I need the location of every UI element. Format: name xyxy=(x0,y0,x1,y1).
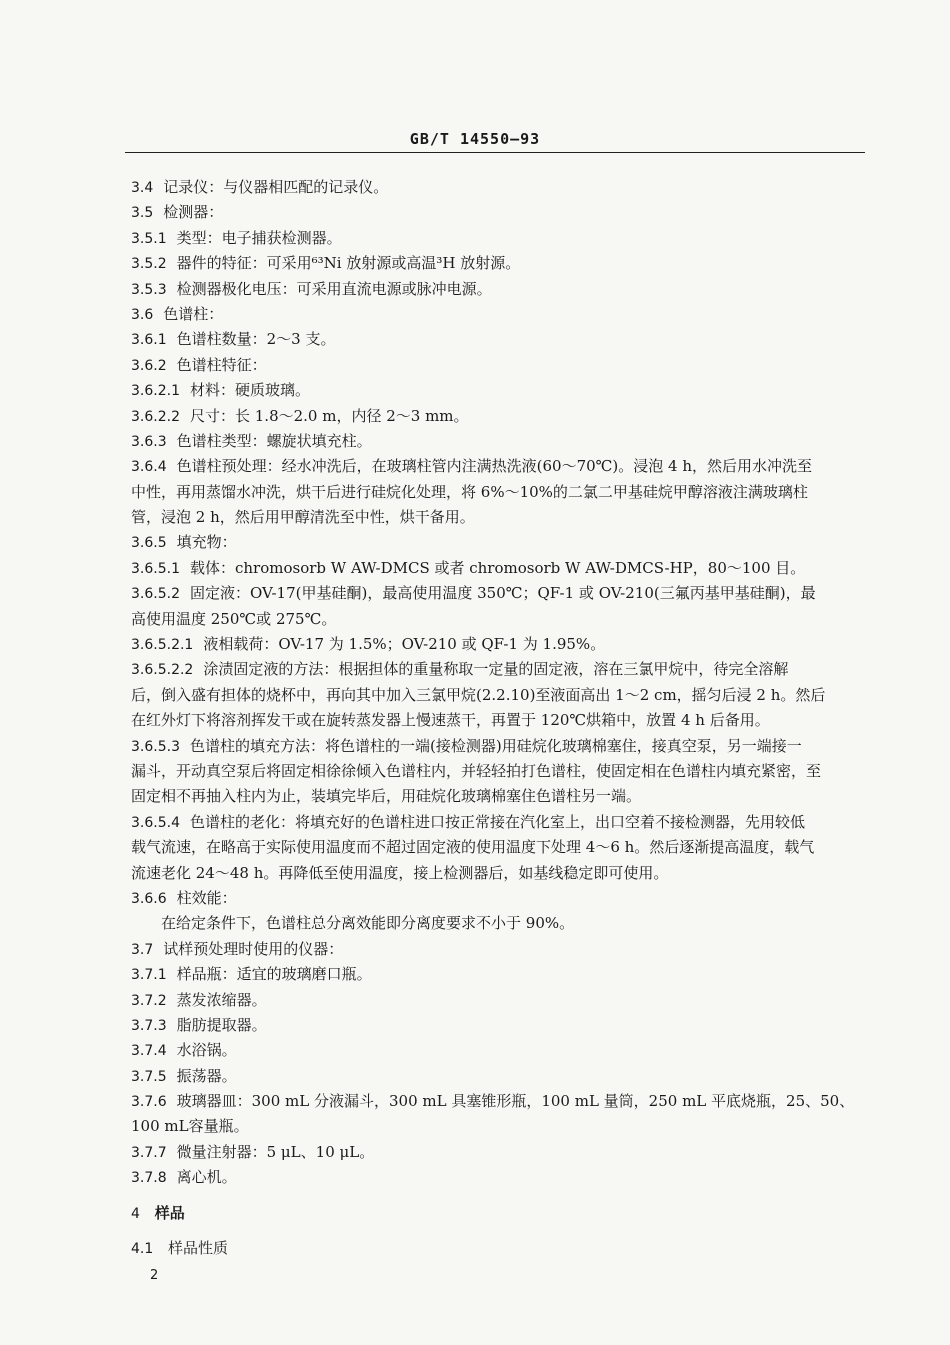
clause-number: 3.6.4 xyxy=(131,459,167,476)
clause-number: 3.7.4 xyxy=(131,1043,167,1060)
clause-text: 色谱柱的填充方法：将色谱柱的一端(接检测器)用硅烷化玻璃棉塞住，接真空泵，另一端接一 xyxy=(189,736,802,755)
clause-number: 3.7.5 xyxy=(131,1068,167,1085)
clause-line xyxy=(131,378,876,403)
clause-text: 振荡器。 xyxy=(176,1066,237,1085)
clause-text: 色谱柱类型：螺旋状填充柱。 xyxy=(176,431,372,450)
clause-line xyxy=(131,480,876,505)
clause-line xyxy=(131,556,876,581)
clause-text: 脂肪提取器。 xyxy=(176,1015,267,1034)
clause-text: 微量注射器：5 μL、10 μL。 xyxy=(176,1142,375,1161)
clause-text: 在红外灯下将溶剂挥发干或在旋转蒸发器上慢速蒸干，再置于 120℃烘箱中，放置 4 h 后备用。 xyxy=(131,711,770,730)
clause-text: 色谱柱数量：2～3 支。 xyxy=(176,330,336,349)
clause-text: 材料：硬质玻璃。 xyxy=(189,381,310,400)
clause-line xyxy=(131,861,876,886)
section-title: 样品 xyxy=(154,1203,185,1222)
clause-line xyxy=(131,683,876,708)
clause-line xyxy=(131,353,876,378)
clause-number: 3.6.6 xyxy=(131,890,167,907)
clause-text: 色谱柱： xyxy=(163,304,224,323)
clause-line xyxy=(131,1114,876,1139)
clause-text: 填充物： xyxy=(176,533,237,552)
clause-text: 玻璃器皿：300 mL 分液漏斗，300 mL 具塞锥形瓶，100 mL 量筒，250 mL 平底烧瓶，25、50、 xyxy=(176,1092,855,1111)
clause-text: 载气流速，在略高于实际使用温度而不超过固定液的使用温度下处理 4～6 h。然后逐渐提高温度，载气 xyxy=(131,838,815,857)
clause-text: 固定相不再抽入柱内为止，装填完毕后，用硅烷化玻璃棉塞住色谱柱另一端。 xyxy=(131,787,642,806)
clause-number: 3.7.7 xyxy=(131,1144,167,1161)
clause-number: 3.5 xyxy=(131,205,154,222)
clause-number: 3.6.5.2.2 xyxy=(131,662,194,679)
clause-text: 样品瓶：适宜的玻璃磨口瓶。 xyxy=(176,965,372,984)
clause-text: 类型：电子捕获检测器。 xyxy=(176,228,342,247)
page-header-title: GB/T 14550—93 xyxy=(409,130,541,148)
clause-text: 柱效能： xyxy=(176,888,237,907)
clause-text: 涂渍固定液的方法：根据担体的重量称取一定量的固定液，溶在三氯甲烷中，待完全溶解 xyxy=(203,660,789,679)
clause-line xyxy=(131,505,876,530)
clause-text: 固定液：OV-17(甲基硅酮)，最高使用温度 350℃；QF-1 或 OV-210(三氟丙基甲基硅酮)，最 xyxy=(189,584,816,603)
clause-text: 色谱柱特征： xyxy=(176,355,267,374)
clause-line xyxy=(131,962,876,987)
clause-line xyxy=(131,429,876,454)
clause-line xyxy=(131,734,876,759)
clause-line xyxy=(131,784,876,809)
clause-number: 3.6.5.2.1 xyxy=(131,637,194,654)
clause-line xyxy=(131,937,876,962)
clause-number: 3.6 xyxy=(131,306,154,323)
clause-line xyxy=(131,607,876,632)
section-number: 4 xyxy=(131,1205,140,1222)
clause-number: 3.7.8 xyxy=(131,1170,167,1187)
clause-number: 3.7.6 xyxy=(131,1094,167,1111)
clause-text: 中性，再用蒸馏水冲洗，烘干后进行硅烷化处理，将 6%～10%的二氯二甲基硅烷甲醇溶液注满玻璃柱 xyxy=(131,482,808,501)
clause-line xyxy=(131,327,876,352)
clause-line xyxy=(131,810,876,835)
clause-text: 蒸发浓缩器。 xyxy=(176,990,267,1009)
clause-text: 后，倒入盛有担体的烧杯中，再向其中加入三氯甲烷(2.2.10)至液面高出 1～2 cm，摇匀后浸 2 h。然后 xyxy=(131,685,826,704)
clause-line xyxy=(131,404,876,429)
clause-line xyxy=(131,226,876,251)
clause-text: 检测器： xyxy=(163,203,224,222)
clause-number: 3.6.2.2 xyxy=(131,408,180,425)
clause-line xyxy=(131,1140,876,1165)
clause-text: 流速老化 24～48 h。再降低至使用温度，接上检测器后，如基线稳定即可使用。 xyxy=(131,863,669,882)
clause-line xyxy=(131,911,876,936)
clause-text: 检测器极化电压：可采用直流电源或脉冲电源。 xyxy=(176,279,492,298)
clause-number: 3.7.1 xyxy=(131,967,167,984)
clause-line xyxy=(131,708,876,733)
clause-line xyxy=(131,835,876,860)
clause-number: 3.6.5.3 xyxy=(131,738,180,755)
clause-number: 3.6.2.1 xyxy=(131,383,180,400)
clause-line xyxy=(131,1013,876,1038)
clause-line xyxy=(131,175,876,200)
clause-line xyxy=(131,1038,876,1063)
clause-line xyxy=(131,454,876,479)
clause-line xyxy=(131,581,876,606)
clause-line xyxy=(131,988,876,1013)
clause-line xyxy=(131,302,876,327)
clause-text: 色谱柱的老化：将填充好的色谱柱进口按正常接在汽化室上，出口空着不接检测器，先用较低 xyxy=(189,812,805,831)
clause-text: 100 mL容量瓶。 xyxy=(131,1117,249,1136)
subsection-number: 4.1 xyxy=(131,1241,154,1258)
clause-text: 漏斗，开动真空泵后将固定相徐徐倾入色谱柱内，并轻轻拍打色谱柱，使固定相在色谱柱内填充紧密，至 xyxy=(131,761,822,780)
clause-number: 3.5.2 xyxy=(131,256,167,273)
clause-line xyxy=(131,251,876,276)
clause-text: 水浴锅。 xyxy=(176,1041,237,1060)
clause-line xyxy=(131,1064,876,1089)
subsection-heading xyxy=(131,1236,876,1261)
clause-number: 3.6.1 xyxy=(131,332,167,349)
clause-line xyxy=(131,759,876,784)
clause-text: 尺寸：长 1.8～2.0 m，内径 2～3 mm。 xyxy=(189,406,469,425)
clause-number: 3.7 xyxy=(131,941,154,958)
header-rule xyxy=(125,152,865,153)
clause-line xyxy=(131,886,876,911)
clause-line xyxy=(131,200,876,225)
clause-number: 3.6.5 xyxy=(131,535,167,552)
clause-text: 记录仪：与仪器相匹配的记录仪。 xyxy=(163,178,389,196)
clause-text: 载体：chromosorb W AW-DMCS 或者 chromosorb W AW-DMCS-HP，80～100 目。 xyxy=(189,558,806,577)
clause-line xyxy=(131,632,876,657)
clause-line xyxy=(131,657,876,682)
clause-text: 器件的特征：可采用⁶³Ni 放射源或高温³H 放射源。 xyxy=(176,254,521,273)
subsection-title: 样品性质 xyxy=(168,1239,229,1258)
clause-text: 色谱柱预处理：经水冲洗后，在玻璃柱管内注满热洗液(60～70℃)。浸泡 4 h，然后用水冲洗至 xyxy=(176,457,813,476)
clause-text: 管，浸泡 2 h，然后用甲醇清洗至中性，烘干备用。 xyxy=(131,508,475,527)
clause-text: 液相载荷：OV-17 为 1.5%；OV-210 或 QF-1 为 1.95%。 xyxy=(203,635,606,654)
clause-text: 试样预处理时使用的仪器： xyxy=(163,939,344,958)
clause-number: 3.7.3 xyxy=(131,1017,167,1034)
clause-number: 3.6.2 xyxy=(131,357,167,374)
clause-number: 3.6.5.4 xyxy=(131,814,180,831)
clause-list xyxy=(131,175,876,1191)
clause-number: 3.4 xyxy=(131,180,154,196)
clause-line xyxy=(131,530,876,555)
clause-number: 3.7.2 xyxy=(131,992,167,1009)
page-number: 2 xyxy=(150,1268,159,1283)
clause-number: 3.6.5.1 xyxy=(131,560,180,577)
clause-text: 在给定条件下，色谱柱总分离效能即分离度要求不小于 90%。 xyxy=(131,914,575,933)
clause-text: 高使用温度 250℃或 275℃。 xyxy=(131,609,337,628)
clause-text: 离心机。 xyxy=(176,1168,237,1187)
clause-line xyxy=(131,1165,876,1190)
section-heading xyxy=(131,1201,876,1226)
clause-number: 3.6.5.2 xyxy=(131,586,180,603)
clause-number: 3.5.3 xyxy=(131,281,167,298)
clause-line xyxy=(131,1089,876,1114)
clause-number: 3.6.3 xyxy=(131,433,167,450)
document-body xyxy=(131,175,876,1261)
clause-line xyxy=(131,277,876,302)
clause-number: 3.5.1 xyxy=(131,230,167,247)
